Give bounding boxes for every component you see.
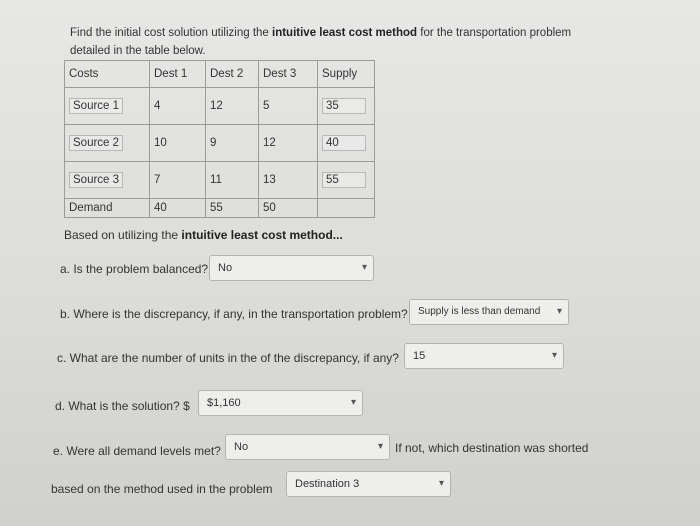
chevron-down-icon: ▾ [361,262,367,273]
cost-cell: 12 [259,125,318,162]
empty-cell [318,199,375,218]
cost-cell: 13 [259,162,318,199]
supply-cell: 55 [318,162,375,199]
demand-met-dropdown[interactable]: No ▾ [225,434,390,460]
transportation-table [64,60,375,218]
question-d-label: d. What is the solution? $ [55,399,190,413]
question-e-label: e. Were all demand levels met? [53,444,221,458]
based-on-text: Based on utilizing the intuitive least cost method... [64,228,343,242]
cost-cell: 4 [150,88,206,125]
row-label: Source 3 [65,162,150,199]
header-cell: Dest 2 [206,61,259,88]
header-cell: Costs [65,61,150,88]
units-dropdown[interactable]: 15 ▾ [404,343,564,369]
demand-cell: 50 [259,199,318,218]
header-cell: Dest 3 [259,61,318,88]
table-row [65,125,375,162]
header-cell: Dest 1 [150,61,206,88]
question-b-label: b. Where is the discrepancy, if any, in the transportation problem? [60,307,408,321]
supply-cell: 40 [318,125,375,162]
intro-text-end: for the transportation problem detailed in the table below. [70,27,572,57]
cost-cell: 12 [206,88,259,125]
header-cell: Supply [318,61,375,88]
demand-cell: 55 [206,199,259,218]
demand-cell: 40 [150,199,206,218]
question-f-label: based on the method used in the problem [51,482,273,496]
row-label: Source 2 [65,125,150,162]
balanced-dropdown[interactable]: No ▾ [209,255,374,281]
cost-cell: 10 [150,125,206,162]
chevron-down-icon: ▾ [556,306,562,317]
cost-cell: 11 [206,162,259,199]
discrepancy-dropdown[interactable]: Supply is less than demand ▾ [409,299,569,325]
cost-cell: 7 [150,162,206,199]
intro-bold: intuitive least cost method [272,27,418,39]
table-header-row [65,61,375,88]
supply-cell: 35 [318,88,375,125]
question-e-suffix: If not, which destination was shorted [395,441,589,455]
chevron-down-icon: ▾ [377,441,383,452]
table-row [65,88,375,125]
cost-cell: 9 [206,125,259,162]
demand-row [65,199,375,218]
question-intro [70,24,590,60]
intro-text: Find the initial cost solution utilizing the [70,27,272,39]
row-label: Source 1 [65,88,150,125]
table-row [65,162,375,199]
chevron-down-icon: ▾ [551,350,557,361]
question-a-label: a. Is the problem balanced? [60,262,209,276]
shorted-destination-dropdown[interactable]: Destination 3 ▾ [286,471,451,497]
question-c-label: c. What are the number of units in the of the discrepancy, if any? [57,351,399,365]
chevron-down-icon: ▾ [438,478,444,489]
solution-dropdown[interactable]: $1,160 ▾ [198,390,363,416]
cost-cell: 5 [259,88,318,125]
chevron-down-icon: ▾ [350,397,356,408]
row-label: Demand [65,199,150,218]
